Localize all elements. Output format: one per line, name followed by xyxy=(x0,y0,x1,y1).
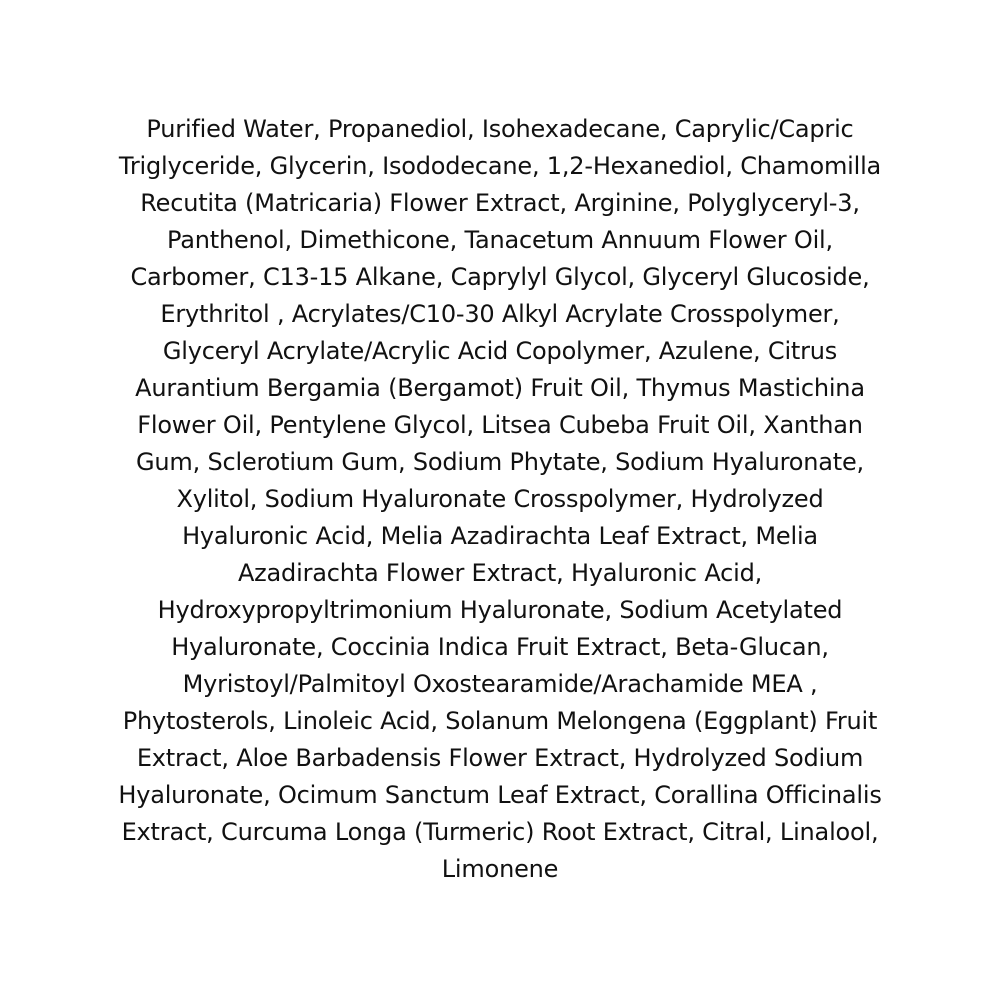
ingredient-line: Glyceryl Acrylate/Acrylic Acid Copolymer, Azulene, Citrus xyxy=(162,337,838,365)
ingredient-line: Recutita (Matricaria) Flower Extract, Arginine, Polyglyceryl-3, xyxy=(140,189,860,217)
ingredient-list xyxy=(0,111,1000,888)
ingredient-line: Hyaluronate, Coccinia Indica Fruit Extract, Beta-Glucan, xyxy=(171,633,829,661)
ingredient-line: Phytosterols, Linoleic Acid, Solanum Melongena (Eggplant) Fruit xyxy=(122,707,878,735)
ingredient-line: Hyaluronate, Ocimum Sanctum Leaf Extract, Corallina Officinalis xyxy=(118,781,882,809)
ingredient-line: Carbomer, C13-15 Alkane, Caprylyl Glycol, Glyceryl Glucoside, xyxy=(130,263,870,291)
ingredient-line: Purified Water, Propanediol, Isohexadecane, Caprylic/Capric xyxy=(146,115,854,143)
ingredient-line: Xylitol, Sodium Hyaluronate Crosspolymer, Hydrolyzed xyxy=(176,485,824,513)
ingredient-line: Azadirachta Flower Extract, Hyaluronic Acid, xyxy=(237,559,763,587)
ingredient-line: Panthenol, Dimethicone, Tanacetum Annuum Flower Oil, xyxy=(167,226,833,254)
ingredient-line: Extract, Curcuma Longa (Turmeric) Root Extract, Citral, Linalool, xyxy=(121,818,879,846)
ingredient-line: Hyaluronic Acid, Melia Azadirachta Leaf Extract, Melia xyxy=(182,522,818,550)
ingredient-line: Triglyceride, Glycerin, Isododecane, 1,2-Hexanediol, Chamomilla xyxy=(118,152,882,180)
ingredient-line: Gum, Sclerotium Gum, Sodium Phytate, Sodium Hyaluronate, xyxy=(136,448,864,476)
ingredient-line: Aurantium Bergamia (Bergamot) Fruit Oil, Thymus Mastichina xyxy=(135,374,865,402)
ingredient-line: Extract, Aloe Barbadensis Flower Extract, Hydrolyzed Sodium xyxy=(136,744,864,772)
ingredient-line: Erythritol , Acrylates/C10-30 Alkyl Acrylate Crosspolymer, xyxy=(160,300,840,328)
ingredient-line: Hydroxypropyltrimonium Hyaluronate, Sodium Acetylated xyxy=(157,596,843,624)
ingredient-line: Flower Oil, Pentylene Glycol, Litsea Cubeba Fruit Oil, Xanthan xyxy=(137,411,863,439)
ingredient-line: Myristoyl/Palmitoyl Oxostearamide/Arachamide MEA , xyxy=(182,670,818,698)
ingredient-line: Limonene xyxy=(441,855,559,883)
